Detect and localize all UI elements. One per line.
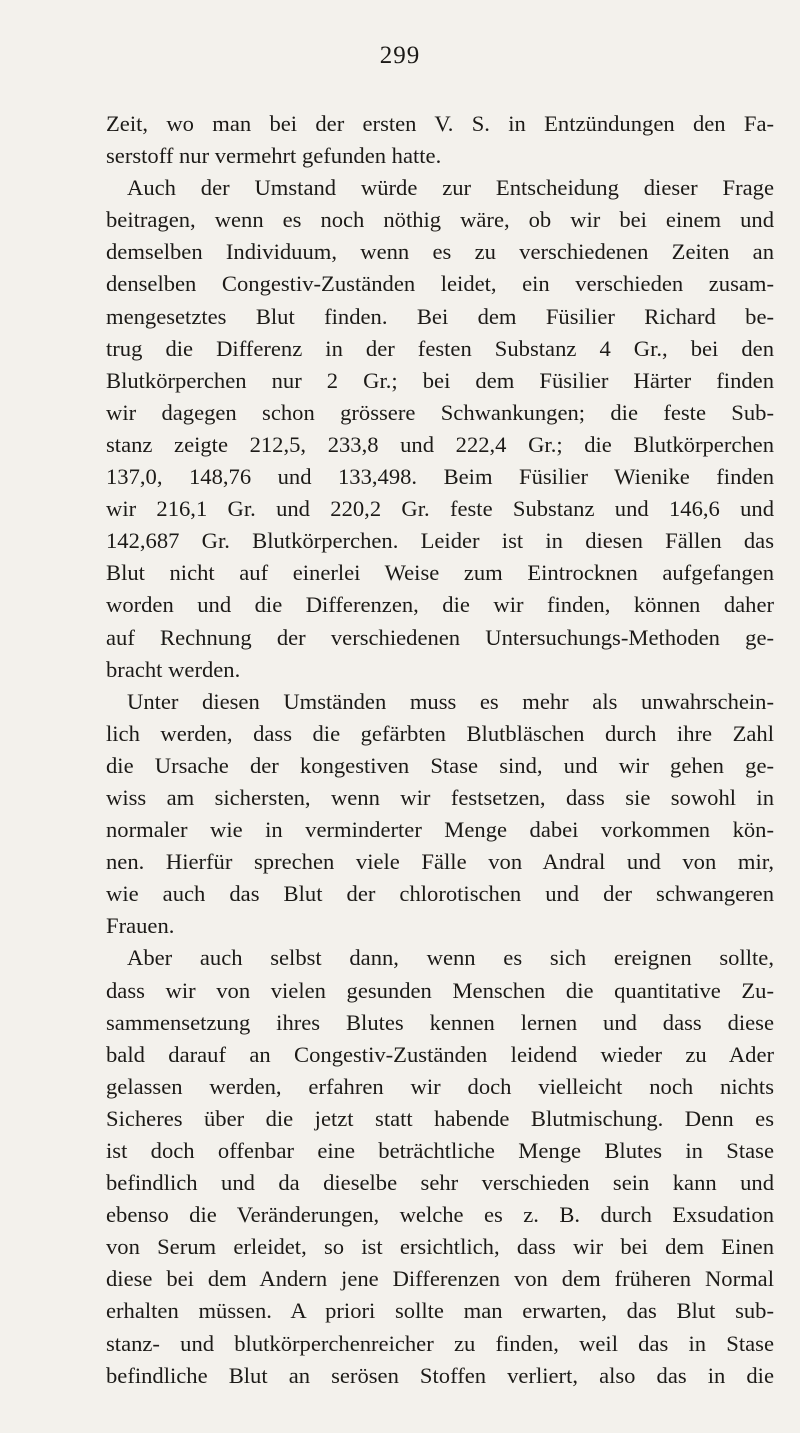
text-line: wiss am sichersten, wenn wir festsetzen, dass sie sowohl in	[106, 784, 774, 810]
text-line: Blutkörperchen nur 2 Gr.; bei dem Füsilier Härter finden	[106, 367, 774, 393]
text-line: ist doch offenbar eine beträchtliche Menge Blutes in Stase	[106, 1138, 774, 1163]
text-line: Sicheres über die jetzt statt habende Blutmischung. Denn es	[106, 1105, 774, 1131]
text-line: von Serum erleidet, so ist ersichtlich, dass wir bei dem Einen	[106, 1234, 774, 1260]
text-line: denselben Congestiv-Zuständen leidet, ein verschieden zusam-	[106, 271, 774, 297]
text-line: Frauen.	[106, 913, 175, 939]
text-line: mengesetztes Blut finden. Bei dem Füsilier Richard be-	[106, 303, 774, 329]
text-line: gelassen werden, erfahren wir doch vielleicht noch nichts	[106, 1073, 774, 1099]
text-line: erhalten müssen. A priori sollte man erwarten, das Blut sub-	[106, 1298, 774, 1324]
text-line: Unter diesen Umständen muss es mehr als unwahrschein-	[127, 688, 774, 714]
text-line: ebenso die Veränderungen, welche es z. B. durch Exsudation	[106, 1202, 774, 1228]
text-line: trug die Differenz in der festen Substanz 4 Gr., bei den	[106, 335, 774, 361]
text-line: diese bei dem Andern jene Differenzen von dem früheren Normal	[106, 1266, 774, 1292]
text-line: beitragen, wenn es noch nöthig wäre, ob wir bei einem und	[106, 207, 774, 233]
text-line: die Ursache der kongestiven Stase sind, und wir gehen ge-	[106, 752, 774, 778]
text-line: Blut nicht auf einerlei Weise zum Eintrocknen aufgefangen	[106, 560, 774, 586]
text-line: worden und die Differenzen, die wir finden, können daher	[106, 592, 774, 618]
text-line: auf Rechnung der verschiedenen Untersuchungs-Methoden ge-	[106, 624, 774, 650]
text-line: wie auch das Blut der chlorotischen und der schwangeren	[106, 881, 774, 907]
text-line: normaler wie in verminderter Menge dabei vorkommen kön-	[106, 817, 774, 843]
text-line: stanz zeigte 212,5, 233,8 und 222,4 Gr.; die Blutkörperchen	[106, 431, 774, 457]
text-line: demselben Individuum, wenn es zu verschiedenen Zeiten an	[106, 239, 774, 265]
text-line: bald darauf an Congestiv-Zuständen leidend wieder zu Ader	[106, 1041, 774, 1067]
text-line: befindlich und da dieselbe sehr verschieden sein kann und	[106, 1170, 774, 1196]
text-line: Aber auch selbst dann, wenn es sich ereignen sollte,	[127, 945, 774, 971]
text-line: serstoff nur vermehrt gefunden hatte.	[106, 143, 442, 169]
text-line: bracht werden.	[106, 656, 241, 682]
body-text	[106, 108, 774, 1392]
text-line: 137,0, 148,76 und 133,498. Beim Füsilier Wienike finden	[106, 464, 774, 490]
text-line: Zeit, wo man bei der ersten V. S. in Entzündungen den Fa-	[106, 111, 774, 136]
text-line: wir 216,1 Gr. und 220,2 Gr. feste Substanz und 146,6 und	[106, 496, 774, 522]
page-number: 299	[379, 42, 421, 69]
text-line: Auch der Umstand würde zur Entscheidung dieser Frage	[127, 175, 774, 201]
text-line: dass wir von vielen gesunden Menschen die quantitative Zu-	[106, 977, 774, 1003]
text-line: 142,687 Gr. Blutkörperchen. Leider ist in diesen Fällen das	[106, 528, 774, 554]
text-line: lich werden, dass die gefärbten Blutbläschen durch ihre Zahl	[106, 720, 774, 746]
text-line: nen. Hierfür sprechen viele Fälle von Andral und von mir,	[106, 849, 774, 875]
text-line: befindliche Blut an serösen Stoffen verliert, also das in die	[106, 1362, 774, 1388]
text-line: sammensetzung ihres Blutes kennen lernen und dass diese	[106, 1009, 774, 1035]
text-line: wir dagegen schon grössere Schwankungen; die feste Sub-	[106, 399, 774, 425]
text-line: stanz- und blutkörperchenreicher zu finden, weil das in Stase	[106, 1330, 774, 1356]
